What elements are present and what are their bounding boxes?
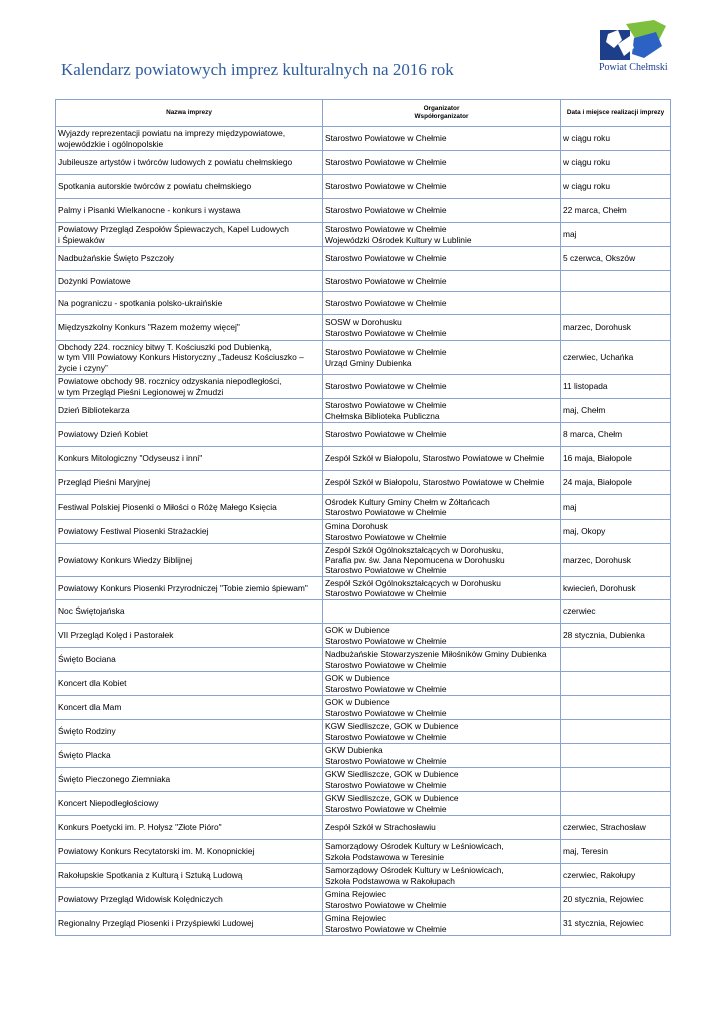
- date-place-cell: [561, 696, 671, 720]
- table-row: [56, 768, 671, 792]
- event-name-cell: Święto Placka: [56, 744, 323, 768]
- date-place-cell: [561, 768, 671, 792]
- organizer-cell: Zespół Szkół Ogólnokształcących w Dorohusku Starostwo Powiatowe w Chełmie: [323, 577, 561, 600]
- event-name-cell: Święto Pieczonego Ziemniaka: [56, 768, 323, 792]
- event-name-cell: Powiatowy Przegląd Widowisk Kolędniczych: [56, 888, 323, 912]
- organizer-cell: GOK w Dubience Starostwo Powiatowe w Chełmie: [323, 672, 561, 696]
- table-row: [56, 271, 671, 292]
- event-name-cell: Wyjazdy reprezentacji powiatu na imprezy międzypowiatowe, wojewódzkie i ogólnopolskie: [56, 127, 323, 151]
- date-place-cell: w ciągu roku: [561, 151, 671, 175]
- date-place-cell: [561, 271, 671, 292]
- date-place-cell: maj, Chełm: [561, 399, 671, 423]
- table-row: [56, 648, 671, 672]
- event-name-cell: Powiatowy Festiwal Piosenki Strażackiej: [56, 520, 323, 544]
- organizer-cell: Gmina Rejowiec Starostwo Powiatowe w Chełmie: [323, 912, 561, 936]
- event-name-cell: Regionalny Przegląd Piosenki i Przyśpiewki Ludowej: [56, 912, 323, 936]
- date-place-cell: czerwiec, Strachosław: [561, 816, 671, 840]
- organizer-cell: GKW Siedliszcze, GOK w Dubience Starostwo Powiatowe w Chełmie: [323, 792, 561, 816]
- table-row: [56, 151, 671, 175]
- date-place-cell: 5 czerwca, Okszów: [561, 247, 671, 271]
- organizer-cell: Zespół Szkół w Białopolu, Starostwo Powiatowe w Chełmie: [323, 471, 561, 495]
- organizer-cell: Gmina Dorohusk Starostwo Powiatowe w Chełmie: [323, 520, 561, 544]
- column-header-name: Nazwa imprezy: [56, 100, 323, 127]
- column-header-date: Data i miejsce realizacji imprezy: [561, 100, 671, 127]
- event-name-cell: Spotkania autorskie twórców z powiatu chełmskiego: [56, 175, 323, 199]
- organizer-cell: Zespół Szkół w Strachosławiu: [323, 816, 561, 840]
- date-place-cell: czerwiec, Rakołupy: [561, 864, 671, 888]
- organizer-cell: [323, 600, 561, 624]
- event-name-cell: VII Przegląd Kolęd i Pastorałek: [56, 624, 323, 648]
- table-row: [56, 495, 671, 520]
- table-row: [56, 624, 671, 648]
- table-row: [56, 577, 671, 600]
- table-row: [56, 864, 671, 888]
- date-place-cell: 24 maja, Białopole: [561, 471, 671, 495]
- event-name-cell: Koncert Niepodległościowy: [56, 792, 323, 816]
- event-name-cell: Festiwal Polskiej Piosenki o Miłości o Różę Małego Księcia: [56, 495, 323, 520]
- table-row: [56, 816, 671, 840]
- date-place-cell: [561, 744, 671, 768]
- date-place-cell: maj, Teresin: [561, 840, 671, 864]
- organizer-cell: GOK w Dubience Starostwo Powiatowe w Chełmie: [323, 624, 561, 648]
- event-name-cell: Powiatowy Przegląd Zespołów Śpiewaczych, Kapel Ludowych i Śpiewaków: [56, 223, 323, 247]
- table-row: [56, 199, 671, 223]
- table-row: [56, 341, 671, 375]
- column-header-organizer: Organizator Współorganizator: [323, 100, 561, 127]
- organizer-cell: Samorządowy Ośrodek Kultury w Leśniowicach, Szkoła Podstawowa w Rakołupach: [323, 864, 561, 888]
- date-place-cell: 31 stycznia, Rejowiec: [561, 912, 671, 936]
- date-place-cell: 28 stycznia, Dubienka: [561, 624, 671, 648]
- date-place-cell: 8 marca, Chełm: [561, 423, 671, 447]
- event-name-cell: Przegląd Pieśni Maryjnej: [56, 471, 323, 495]
- event-name-cell: Noc Świętojańska: [56, 600, 323, 624]
- table-row: [56, 127, 671, 151]
- organizer-cell: Starostwo Powiatowe w Chełmie: [323, 375, 561, 399]
- organizer-cell: Starostwo Powiatowe w Chełmie: [323, 271, 561, 292]
- event-name-cell: Na pograniczu - spotkania polsko-ukraińskie: [56, 292, 323, 315]
- table-row: [56, 696, 671, 720]
- organizer-cell: Gmina Rejowiec Starostwo Powiatowe w Chełmie: [323, 888, 561, 912]
- organizer-cell: Starostwo Powiatowe w Chełmie: [323, 151, 561, 175]
- event-name-cell: Święto Rodziny: [56, 720, 323, 744]
- table-row: [56, 600, 671, 624]
- organizer-cell: Starostwo Powiatowe w Chełmie: [323, 127, 561, 151]
- date-place-cell: [561, 792, 671, 816]
- organizer-cell: Zespół Szkół Ogólnokształcących w Dorohusku, Parafia pw. św. Jana Nepomucena w Dorohusku Starostwo Powiatowe w Chełmie: [323, 544, 561, 577]
- table-row: [56, 792, 671, 816]
- organizer-cell: KGW Siedliszcze, GOK w Dubience Starostwo Powiatowe w Chełmie: [323, 720, 561, 744]
- organizer-cell: Nadbużańskie Stowarzyszenie Miłośników Gminy Dubienka Starostwo Powiatowe w Chełmie: [323, 648, 561, 672]
- organizer-cell: Starostwo Powiatowe w Chełmie Urząd Gminy Dubienka: [323, 341, 561, 375]
- table-row: [56, 223, 671, 247]
- organizer-cell: Starostwo Powiatowe w Chełmie: [323, 423, 561, 447]
- date-place-cell: 11 listopada: [561, 375, 671, 399]
- organizer-cell: Zespół Szkół w Białopolu, Starostwo Powiatowe w Chełmie: [323, 447, 561, 471]
- table-row: [56, 888, 671, 912]
- table-row: [56, 520, 671, 544]
- event-name-cell: Powiatowy Konkurs Recytatorski im. M. Konopnickiej: [56, 840, 323, 864]
- event-name-cell: Powiatowy Dzień Kobiet: [56, 423, 323, 447]
- event-name-cell: Koncert dla Mam: [56, 696, 323, 720]
- date-place-cell: marzec, Dorohusk: [561, 544, 671, 577]
- event-name-cell: Konkurs Mitologiczny "Odyseusz i inni": [56, 447, 323, 471]
- table-row: [56, 399, 671, 423]
- event-name-cell: Obchody 224. rocznicy bitwy T. Kościuszki pod Dubienką, w tym VIII Powiatowy Konkurs Historyczny „Tadeusz Kościuszko – życie i czyny”: [56, 341, 323, 375]
- organizer-cell: GKW Dubienka Starostwo Powiatowe w Chełmie: [323, 744, 561, 768]
- date-place-cell: maj: [561, 495, 671, 520]
- date-place-cell: [561, 648, 671, 672]
- table-row: [56, 315, 671, 341]
- date-place-cell: 22 marca, Chełm: [561, 199, 671, 223]
- page-title: Kalendarz powiatowych imprez kulturalnych na 2016 rok: [61, 60, 454, 79]
- table-row: [56, 471, 671, 495]
- table-row: [56, 744, 671, 768]
- date-place-cell: maj, Okopy: [561, 520, 671, 544]
- event-name-cell: Święto Bociana: [56, 648, 323, 672]
- event-name-cell: Powiatowy Konkurs Wiedzy Biblijnej: [56, 544, 323, 577]
- event-name-cell: Palmy i Pisanki Wielkanocne - konkurs i wystawa: [56, 199, 323, 223]
- events-table: [55, 99, 671, 936]
- organizer-cell: GKW Siedliszcze, GOK w Dubience Starostwo Powiatowe w Chełmie: [323, 768, 561, 792]
- organizer-cell: Starostwo Powiatowe w Chełmie: [323, 175, 561, 199]
- date-place-cell: [561, 292, 671, 315]
- event-name-cell: Jubileusze artystów i twórców ludowych z powiatu chełmskiego: [56, 151, 323, 175]
- table-row: [56, 447, 671, 471]
- organizer-cell: Starostwo Powiatowe w Chełmie Chełmska Biblioteka Publiczna: [323, 399, 561, 423]
- organizer-cell: Ośrodek Kultury Gminy Chełm w Żółtańcach Starostwo Powiatowe w Chełmie: [323, 495, 561, 520]
- table-header-row: [56, 100, 671, 127]
- table-row: [56, 423, 671, 447]
- table-row: [56, 544, 671, 577]
- organizer-cell: GOK w Dubience Starostwo Powiatowe w Chełmie: [323, 696, 561, 720]
- date-place-cell: [561, 720, 671, 744]
- table-row: [56, 247, 671, 271]
- date-place-cell: czerwiec: [561, 600, 671, 624]
- table-row: [56, 912, 671, 936]
- date-place-cell: [561, 672, 671, 696]
- event-name-cell: Międzyszkolny Konkurs "Razem możemy więcej": [56, 315, 323, 341]
- event-name-cell: Rakołupskie Spotkania z Kulturą i Sztuką Ludową: [56, 864, 323, 888]
- event-name-cell: Dzień Bibliotekarza: [56, 399, 323, 423]
- logo-caption: Powiat Chełmski: [599, 62, 668, 73]
- date-place-cell: 20 stycznia, Rejowiec: [561, 888, 671, 912]
- date-place-cell: czerwiec, Uchańka: [561, 341, 671, 375]
- event-name-cell: Nadbużańskie Święto Pszczoły: [56, 247, 323, 271]
- date-place-cell: 16 maja, Białopole: [561, 447, 671, 471]
- event-name-cell: Powiatowe obchody 98. rocznicy odzyskania niepodległości, w tym Przegląd Pieśni Legionowej w Żmudzi: [56, 375, 323, 399]
- date-place-cell: kwiecień, Dorohusk: [561, 577, 671, 600]
- table-row: [56, 720, 671, 744]
- organizer-cell: Starostwo Powiatowe w Chełmie Wojewódzki Ośrodek Kultury w Lublinie: [323, 223, 561, 247]
- organizer-cell: Starostwo Powiatowe w Chełmie: [323, 292, 561, 315]
- date-place-cell: w ciągu roku: [561, 175, 671, 199]
- event-name-cell: Dożynki Powiatowe: [56, 271, 323, 292]
- date-place-cell: marzec, Dorohusk: [561, 315, 671, 341]
- organizer-cell: Samorządowy Ośrodek Kultury w Leśniowicach, Szkoła Podstawowa w Teresinie: [323, 840, 561, 864]
- table-row: [56, 840, 671, 864]
- date-place-cell: maj: [561, 223, 671, 247]
- event-name-cell: Konkurs Poetycki im. P. Hołysz "Złote Pióro": [56, 816, 323, 840]
- table-row: [56, 375, 671, 399]
- table-row: [56, 672, 671, 696]
- organizer-cell: SOSW w Dorohusku Starostwo Powiatowe w Chełmie: [323, 315, 561, 341]
- event-name-cell: Powiatowy Konkurs Piosenki Przyrodniczej "Tobie ziemio śpiewam": [56, 577, 323, 600]
- date-place-cell: w ciągu roku: [561, 127, 671, 151]
- table-row: [56, 292, 671, 315]
- organizer-cell: Starostwo Powiatowe w Chełmie: [323, 199, 561, 223]
- table-row: [56, 175, 671, 199]
- event-name-cell: Koncert dla Kobiet: [56, 672, 323, 696]
- organizer-cell: Starostwo Powiatowe w Chełmie: [323, 247, 561, 271]
